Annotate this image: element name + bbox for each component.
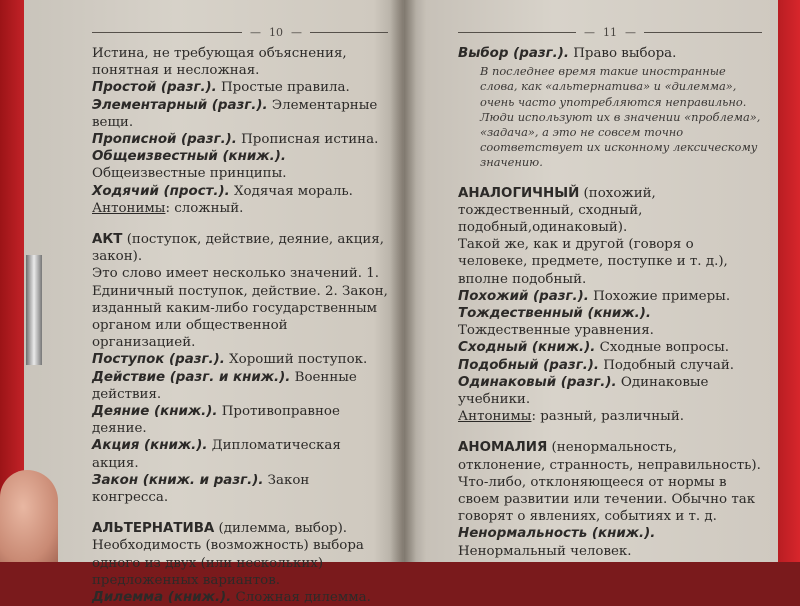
entry-synonyms: (ненормальность, отклонение, странность, неправильность).: [458, 440, 761, 473]
entry-alternativa: [92, 520, 388, 537]
header-rule: [458, 32, 576, 33]
header-rule: [92, 32, 242, 33]
usage-example: Общеизвестные принципы.: [92, 166, 287, 182]
entry-headword: АКТ: [92, 232, 123, 248]
synonym-line: [92, 472, 388, 506]
synonym-headword: Деяние (книж.).: [92, 404, 218, 420]
synonym-line: [458, 357, 762, 374]
page-number: 11: [603, 26, 617, 39]
synonym-line: [92, 148, 388, 182]
left-page: [24, 0, 404, 606]
synonym-line: [458, 525, 762, 559]
right-running-head: — 11 —: [458, 26, 762, 39]
antonyms-label: Антонимы: [458, 409, 532, 425]
header-rule: [644, 32, 762, 33]
synonym-headword: Действие (разг. и книж.).: [92, 369, 291, 385]
synonym-line: [458, 288, 762, 305]
synonym-line: [458, 339, 762, 356]
definition-text: Истина, не требующая объяснения, понятная и несложная.: [92, 46, 347, 79]
usage-example: Прописная истина.: [236, 132, 379, 148]
usage-example: Военные действия.: [92, 369, 357, 402]
synonym-headword: Тождественный (книж.).: [458, 306, 651, 322]
entry-analogichny: [458, 185, 762, 237]
usage-example: Одинаковые учебники.: [458, 374, 709, 408]
synonym-line: [458, 45, 762, 62]
synonym-line: [92, 97, 388, 131]
usage-example: Закон конгресса.: [92, 472, 310, 506]
bookmark-strip: [26, 255, 42, 365]
synonym-line: [92, 351, 388, 368]
antonyms-line: [458, 408, 762, 425]
usage-example: Сходные вопросы.: [595, 340, 730, 356]
synonym-headword: Акция (книж.).: [92, 438, 208, 454]
usage-example: Ходячая мораль.: [229, 183, 353, 199]
entry-headword: АНОМАЛИЯ: [458, 440, 548, 456]
entry-headword: АНАЛОГИЧНЫЙ: [458, 185, 580, 201]
synonym-headword: Дилемма (книж.).: [92, 590, 232, 606]
entry-synonyms: (похожий, тождественный, сходный, подобный,одинаковый).: [458, 185, 656, 236]
definition-text: Такой же, как и другой (говоря о человеке, предмете, поступке и т. д.), вполне подобный.: [458, 237, 728, 287]
antonyms-text: : разный, различный.: [531, 409, 685, 425]
synonym-headword: Элементарный (разг.).: [92, 97, 268, 113]
antonyms-text: : сложный.: [165, 200, 244, 216]
synonym-line: [92, 183, 388, 200]
synonym-headword: Поступок (разг.).: [92, 352, 225, 368]
definition-text: Это слово имеет несколько значений. 1. Единичный поступок, действие. 2. Закон, изданный каким-либо государственным органом или общественной организацией.: [92, 266, 388, 351]
synonym-headword: Закон (книж. и разг.).: [92, 472, 264, 488]
antonyms-label: Антонимы: [92, 200, 166, 216]
usage-example: Право выбора.: [568, 46, 677, 61]
usage-example: Ненормальный человек.: [458, 543, 632, 559]
synonym-line: [92, 403, 388, 437]
synonym-line: [92, 437, 388, 471]
synonym-headword: Выбор (разг.).: [458, 46, 569, 61]
definition-text: Что-либо, отклоняющееся от нормы в своем развитии или течении. Обычно так говорят о явлениях, событиях и т. д.: [458, 474, 756, 525]
antonyms-line: [92, 200, 388, 217]
synonym-headword: Общеизвестный (книж.).: [92, 149, 286, 165]
right-page: [404, 0, 778, 562]
usage-example: Дипломатическая акция.: [92, 438, 341, 471]
synonym-headword: Ходячий (прост.).: [92, 183, 230, 199]
entry-anomaliya: [458, 439, 762, 473]
synonym-line: [458, 305, 762, 339]
usage-example: Противоправное деяние.: [92, 404, 340, 437]
synonym-line: [92, 131, 388, 148]
entry-synonyms: (поступок, действие, деяние, акция, закон).: [92, 232, 384, 265]
entry-headword: АЛЬТЕРНАТИВА: [92, 521, 215, 537]
book-spine-shadow: [390, 0, 416, 562]
synonym-line: [92, 79, 388, 96]
thumb: [0, 470, 58, 562]
synonym-line: [458, 374, 762, 408]
usage-example: Сложная дилемма.: [231, 590, 371, 606]
synonym-line: [92, 589, 388, 606]
entry-synonyms: (дилемма, выбор).: [214, 521, 348, 537]
usage-note: В последнее время такие иностранные слова, как «альтернатива» и «дилемма», очень часто употребляются неправильно. Люди используют их в значении «проблема», «задача», а это не совсем точно соответствует их исконному лексическому значению.: [480, 64, 761, 170]
synonym-line: [92, 369, 388, 403]
usage-example: Хороший поступок.: [224, 352, 368, 368]
synonym-headword: Похожий (разг.).: [458, 288, 589, 304]
definition-text: Необходимость (возможность) выбора одного из двух (или нескольких) предложенных вариантов.: [92, 538, 364, 588]
synonym-headword: Подобный (разг.).: [458, 357, 599, 373]
page-number: 10: [269, 26, 283, 39]
left-running-head: — 10 —: [92, 26, 388, 39]
synonym-headword: Простой (разг.).: [92, 80, 217, 96]
usage-example: Подобный случай.: [599, 357, 735, 373]
usage-example: Простые правила.: [216, 80, 350, 96]
usage-example: Элементарные вещи.: [92, 97, 378, 130]
synonym-headword: Сходный (книж.).: [458, 340, 596, 356]
header-rule: [310, 32, 388, 33]
synonym-headword: Ненормальность (книж.).: [458, 526, 656, 542]
synonym-headword: Прописной (разг.).: [92, 132, 237, 148]
synonym-headword: Одинаковый (разг.).: [458, 374, 617, 390]
entry-akt: [92, 231, 388, 265]
usage-example: Тождественные уравнения.: [458, 323, 654, 339]
usage-example: Похожие примеры.: [588, 288, 731, 304]
